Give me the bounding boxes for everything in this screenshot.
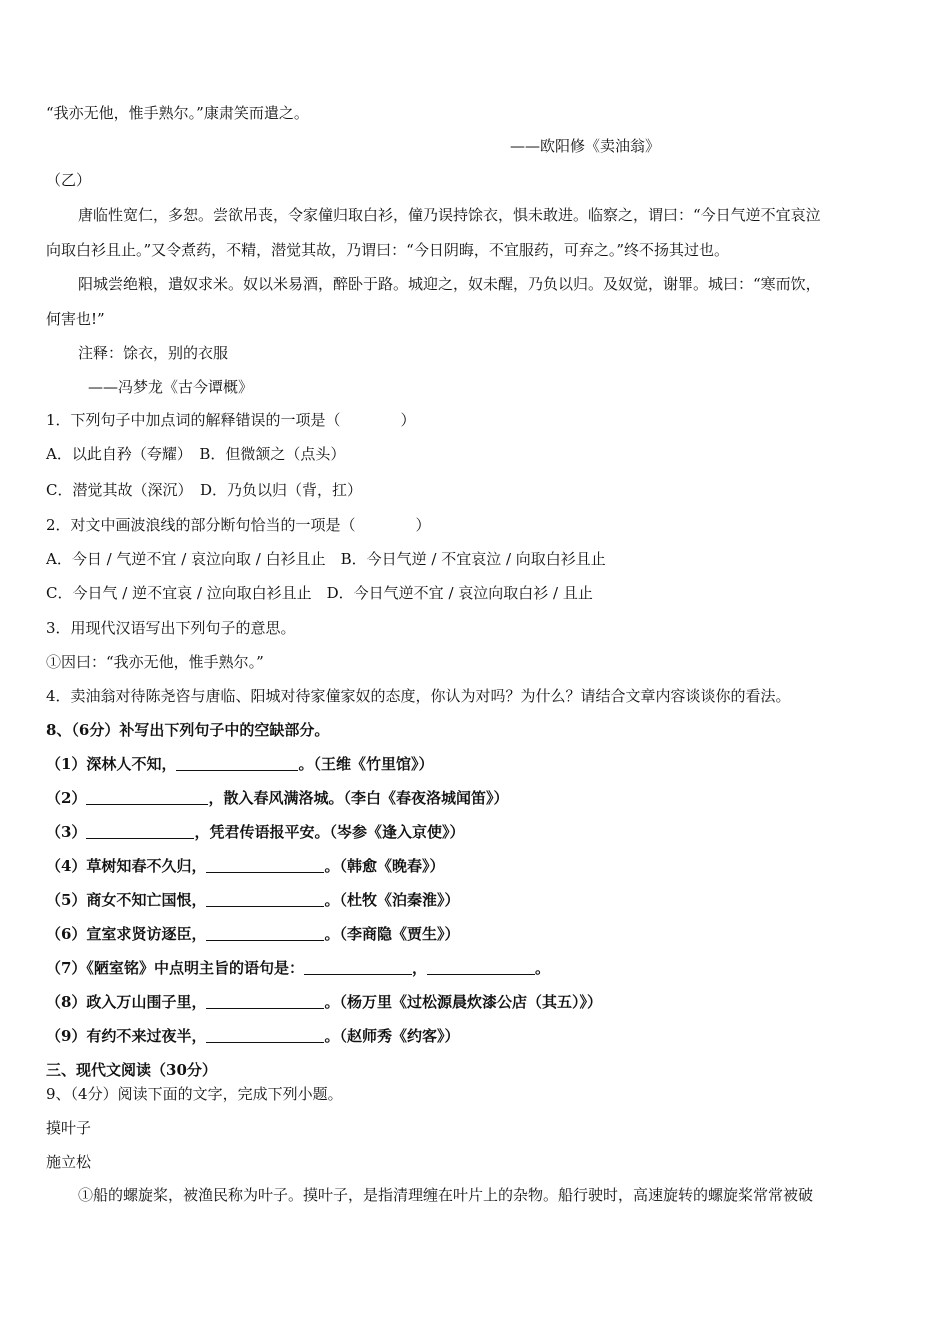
fill-item-5-text: （5）商女不知亡国恨，: [46, 891, 207, 909]
fill-item-4: [46, 856, 444, 876]
question-1-options-ab: A．以此自矜（夸耀） B．但微颔之（点头）: [46, 445, 346, 463]
question-3: 3．用现代汉语写出下列句子的意思。: [46, 619, 296, 637]
passage-b-para1-line2: 向取白衫且止。”又令煮药，不精，潜觉其故，乃谓曰：“今日阴晦，不宜服药，可弃之。”终不扬其过也。: [46, 241, 730, 259]
answer-blank[interactable]: [206, 1028, 324, 1043]
fill-item-8-source: 。（杨万里《过松源晨炊漆公店（其五）》）: [324, 993, 602, 1011]
fill-item-8: [46, 992, 602, 1012]
answer-blank[interactable]: [427, 960, 535, 975]
fill-item-9-text: （9）有约不来过夜半，: [46, 1027, 207, 1045]
article-paragraph-1: ①船的螺旋桨，被渔民称为叶子。摸叶子，是指清理缠在叶片上的杂物。船行驶时，高速旋转的螺旋桨常常被破: [78, 1186, 814, 1204]
fill-item-3-source: ，凭君传语报平安。（岑参《逢入京使》）: [194, 823, 465, 841]
passage-b-label: （乙）: [46, 171, 92, 189]
article-title: 摸叶子: [46, 1119, 92, 1137]
question-4: 4．卖油翁对待陈尧咨与唐临、阳城对待家僮家奴的态度，你认为对吗？为什么？请结合文章内容谈谈你的看法。: [46, 687, 791, 705]
fill-item-8-text: （8）政入万山围子里，: [46, 993, 207, 1011]
fill-item-5-source: 。（杜牧《泊秦淮》）: [324, 891, 460, 909]
question-1-options-cd: C．潜觉其故（深沉） D．乃负以归（背，扛）: [46, 481, 363, 499]
section-3-heading: 三、现代文阅读（30分）: [46, 1061, 217, 1079]
answer-blank[interactable]: [206, 926, 324, 941]
annotation-note: 注释：馀衣，别的衣服: [78, 344, 229, 362]
question-1: 1．下列句子中加点词的解释错误的一项是（ ）: [46, 411, 416, 429]
fill-item-7-end: 。: [534, 959, 550, 977]
answer-blank[interactable]: [304, 960, 412, 975]
question-3-item: ①因曰：“我亦无他，惟手熟尔。”: [46, 653, 264, 671]
fill-item-6-text: （6）宣室求贤访逐臣，: [46, 925, 207, 943]
passage-b-para2-line2: 何害也!”: [46, 310, 105, 328]
answer-blank[interactable]: [206, 858, 324, 873]
fill-item-6-source: 。（李商隐《贾生》）: [324, 925, 460, 943]
fill-item-5: [46, 890, 459, 910]
question-8-title: 8、（6分）补写出下列句子中的空缺部分。: [46, 721, 330, 739]
passage-b-para2-line1: 阳城尝绝粮，遣奴求米。奴以米易酒，醉卧于路。城迎之，奴未醒，乃负以归。及奴觉，谢罪。城曰：“寒而饮，: [78, 275, 821, 293]
answer-blank[interactable]: [86, 824, 194, 839]
article-author: 施立松: [46, 1153, 92, 1171]
fill-item-7-separator: ，: [411, 959, 427, 977]
fill-item-1: [46, 754, 433, 774]
question-2-options-ab: A．今日 / 气逆不宜 / 哀泣向取 / 白衫且止 B．今日气逆 / 不宜哀泣 / 向取白衫且止: [46, 550, 606, 568]
fill-item-2-text: （2）: [46, 789, 87, 807]
fill-item-4-text: （4）草树知春不久归，: [46, 857, 207, 875]
fill-item-3: [46, 822, 464, 842]
fill-item-2-source: ，散入春风满洛城。（李白《春夜洛城闻笛》）: [208, 789, 509, 807]
answer-blank[interactable]: [206, 994, 324, 1009]
fill-item-1-text: （1）深林人不知，: [46, 755, 177, 773]
answer-blank[interactable]: [86, 790, 208, 805]
fill-item-7-text: （7）《陋室铭》中点明主旨的语句是：: [46, 959, 304, 977]
fill-item-9: [46, 1026, 459, 1046]
fill-item-1-source: 。（王维《竹里馆》）: [298, 755, 434, 773]
question-9: 9、（4分）阅读下面的文字，完成下列小题。: [46, 1085, 343, 1103]
fill-item-4-source: 。（韩愈《晚春》）: [324, 857, 445, 875]
passage-b-para1-line1: 唐临性宽仁，多恕。尝欲吊丧，令家僮归取白衫，僮乃误持馀衣，惧未敢进。临察之，谓曰：“今日气逆不宜哀泣: [78, 206, 821, 224]
fill-item-6: [46, 924, 459, 944]
passage-a-ending: “我亦无他，惟手熟尔。”康肃笑而遣之。: [46, 104, 309, 122]
question-2-options-cd: C．今日气 / 逆不宜哀 / 泣向取白衫且止 D．今日气逆不宜 / 哀泣向取白衫 / 且止: [46, 584, 593, 602]
fill-item-9-source: 。（赵师秀《约客》）: [324, 1027, 460, 1045]
answer-blank[interactable]: [176, 756, 298, 771]
fill-item-2: [46, 788, 508, 808]
question-2: 2．对文中画波浪线的部分断句恰当的一项是（ ）: [46, 516, 431, 534]
fill-item-7: [46, 958, 550, 978]
answer-blank[interactable]: [206, 892, 324, 907]
source-attribution-b: ——冯梦龙《古今谭概》: [88, 378, 254, 396]
fill-item-3-text: （3）: [46, 823, 87, 841]
source-attribution-a: ——欧阳修《卖油翁》: [510, 137, 661, 155]
